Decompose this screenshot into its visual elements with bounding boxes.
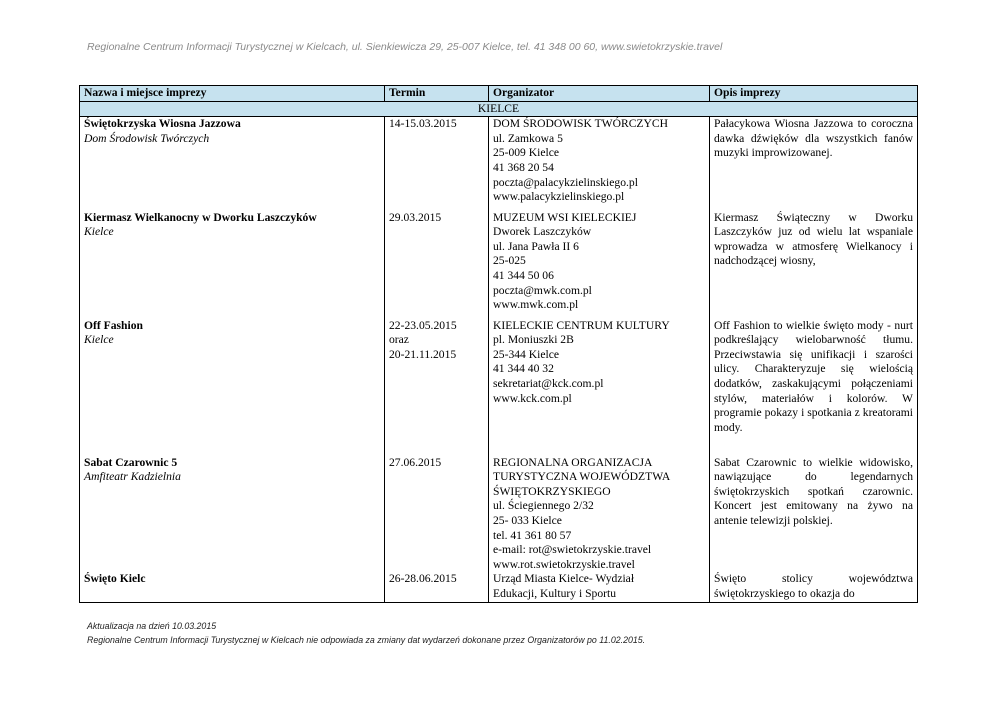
organizer-line: poczta@mwk.com.pl (493, 283, 592, 297)
event-cell (80, 319, 385, 456)
organizer-cell (489, 319, 710, 456)
organizer-line: e-mail: rot@swietokrzyskie.travel (493, 543, 652, 557)
column-header-description: Opis imprezy (710, 86, 918, 102)
organizer-line: 25-344 Kielce (493, 347, 559, 361)
organizer-line: poczta@palacykzielinskiego.pl (493, 175, 638, 189)
event-name: Sabat Czarownic 5 (84, 455, 178, 469)
organizer-cell (489, 456, 710, 573)
organizer-line: 25-025 (493, 254, 526, 268)
description-cell (710, 572, 918, 602)
event-name: Off Fashion (84, 318, 143, 332)
event-name: Kiermasz Wielkanocny w Dworku Laszczyków (84, 210, 317, 224)
event-cell (80, 211, 385, 319)
organizer-cell (489, 572, 710, 602)
organizer-line: 25-009 Kielce (493, 146, 559, 160)
event-date: 26-28.06.2015 (389, 572, 457, 586)
organizer-line: www.kck.com.pl (493, 391, 572, 405)
organizer-line: 41 344 50 06 (493, 269, 554, 283)
organizer-line: ul. Jana Pawła II 6 (493, 239, 579, 253)
event-name: Świętokrzyska Wiosna Jazzowa (84, 117, 241, 131)
organizer-line: tel. 41 361 80 57 (493, 528, 572, 542)
organizer-line: 25- 033 Kielce (493, 514, 562, 528)
description-cell (710, 211, 918, 319)
event-date: 20-21.11.2015 (389, 347, 457, 361)
organizer-line: www.mwk.com.pl (493, 298, 579, 312)
table-row (80, 117, 918, 211)
description-cell (710, 456, 918, 573)
organizer-line: sekretariat@kck.com.pl (493, 377, 604, 391)
event-place: Amfiteatr Kadzielnia (84, 470, 181, 484)
event-cell (80, 117, 385, 211)
organizer-line: KIELECKIE CENTRUM KULTURY (493, 318, 670, 332)
organizer-line: Dworek Laszczyków (493, 225, 592, 239)
organizer-line: TURYSTYCZNA WOJEWÓDZTWA (493, 470, 671, 484)
event-date: 14-15.03.2015 (389, 117, 457, 131)
table-row (80, 211, 918, 319)
organizer-line: 41 368 20 54 (493, 160, 554, 174)
organizer-line: DOM ŚRODOWISK TWÓRCZYCH (493, 117, 668, 131)
date-cell (385, 211, 489, 319)
organizer-line: www.palacykzielinskiego.pl (493, 190, 625, 204)
description-cell (710, 117, 918, 211)
date-cell (385, 456, 489, 573)
organizer-line: 41 344 40 32 (493, 362, 554, 376)
event-date: 27.06.2015 (389, 455, 442, 469)
organizer-cell (489, 211, 710, 319)
table-row (80, 456, 918, 573)
event-description: Sabat Czarownic to wielkie widowisko, nawiązujące do legendarnych świętokrzyskich spotkań czarownic. Koncert jest emitowany na żywo na antenie telewizji polskiej. (714, 455, 913, 528)
organizer-line: Urząd Miasta Kielce- Wydział (493, 572, 635, 586)
event-place: Kielce (84, 333, 114, 347)
organizer-line: pl. Moniuszki 2B (493, 333, 574, 347)
event-name: Święto Kielc (84, 572, 146, 586)
event-description: Pałacykowa Wiosna Jazzowa to coroczna dawka dźwięków dla wszystkich fanów muzyki improwizowanej. (714, 117, 913, 160)
section-title: KIELCE (80, 101, 918, 117)
event-description: Kiermasz Świąteczny w Dworku Laszczyków juz od wielu lat wspaniale wprowadza w atmosferę Wielkanocy i nadchodzącej wiosny, (714, 210, 913, 268)
event-cell (80, 456, 385, 573)
organizer-line: ul. Ściegiennego 2/32 (493, 499, 594, 513)
organizer-line: Edukacji, Kultury i Sportu (493, 587, 617, 601)
event-date: oraz (389, 333, 409, 347)
organizer-line: www.rot.swietokrzyskie.travel (493, 557, 635, 571)
event-date: 22-23.05.2015 (389, 318, 457, 332)
date-cell (385, 319, 489, 456)
events-table (79, 85, 918, 603)
date-cell (385, 117, 489, 211)
footer (87, 619, 645, 647)
table-row (80, 319, 918, 456)
update-note: Aktualizacja na dzień 10.03.2015 (87, 621, 217, 631)
organizer-cell (489, 117, 710, 211)
date-cell (385, 572, 489, 602)
organizer-line: REGIONALNA ORGANIZACJA (493, 455, 653, 469)
event-place: Dom Środowisk Twórczych (84, 131, 210, 145)
organizer-line: ul. Zamkowa 5 (493, 131, 563, 145)
event-date: 29.03.2015 (389, 210, 442, 224)
organizer-line: ŚWIĘTOKRZYSKIEGO (493, 484, 611, 498)
table-row (80, 572, 918, 602)
table-header-row (80, 86, 918, 102)
page-header: Regionalne Centrum Informacji Turystycznej w Kielcach, ul. Sienkiewicza 29, 25-007 Kielce, tel. 41 348 00 60, www.swietokrzyskie.travel (87, 41, 723, 53)
disclaimer-note: Regionalne Centrum Informacji Turystycznej w Kielcach nie odpowiada za zmiany dat wydarzeń dokonane przez Organizatorów po 11.02.2015. (87, 635, 646, 645)
organizer-line: MUZEUM WSI KIELECKIEJ (493, 210, 637, 224)
section-row (80, 101, 918, 117)
event-description: Święto stolicy województwa świętokrzyskiego to okazja do (714, 572, 913, 601)
event-cell (80, 572, 385, 602)
event-description: Off Fashion to wielkie święto mody - nurt podkreślający wielobarwność tłumu. Przeciwstawia się unifikacji i szarości ulicy. Charakteryzuje się wielością dodatków, zaskakującymi połączeniami stylów, materiałów i kolorów. W programie pokazy i spotkania z kreatorami mody. (714, 318, 913, 434)
event-place: Kielce (84, 225, 114, 239)
description-cell (710, 319, 918, 456)
column-header-name: Nazwa i miejsce imprezy (80, 86, 385, 102)
column-header-organizer: Organizator (489, 86, 710, 102)
column-header-date: Termin (385, 86, 489, 102)
